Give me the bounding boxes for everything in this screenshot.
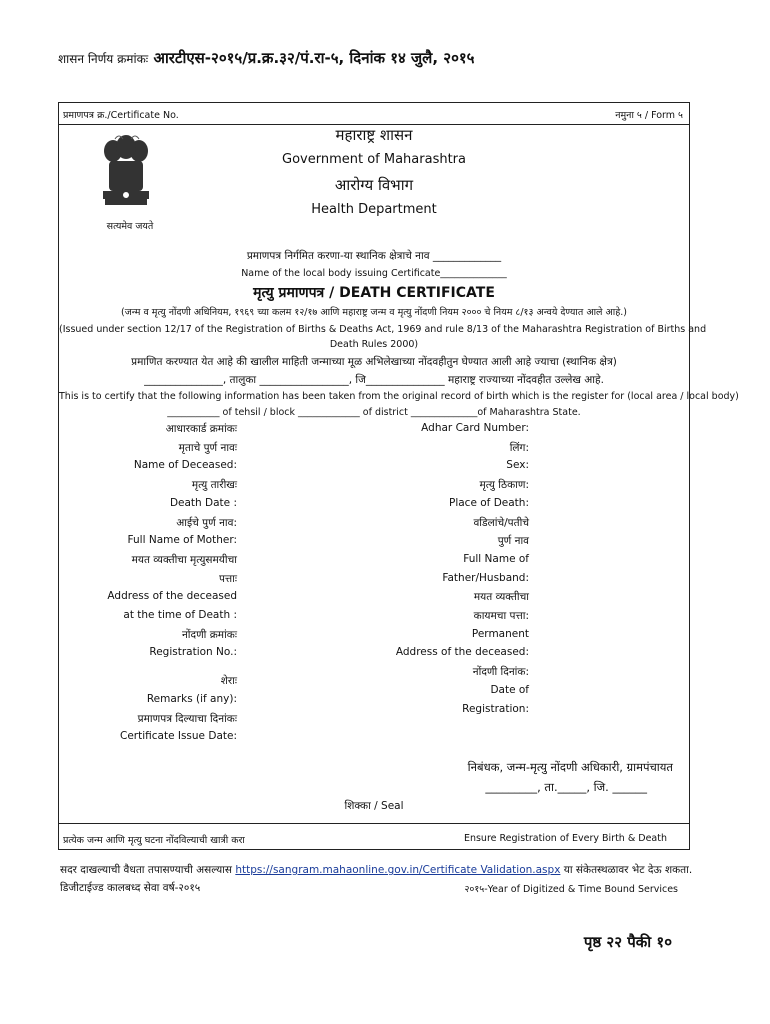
registrar-title: निबंधक, जन्म-मृत्यु नोंदणी अधिकारी, ग्रामपंचायत <box>467 760 673 774</box>
certificate-frame <box>58 102 739 850</box>
right-field-label: Adhar Card Number: <box>421 422 529 434</box>
bottom-divider <box>59 823 689 824</box>
right-field-label: वडिलांचे/पतीचे <box>473 516 529 529</box>
left-field-label: मृत्यु तारीखः <box>191 479 237 492</box>
left-field-label: आधारकार्ड क्रमांकः <box>165 423 237 435</box>
gr-title <box>58 48 474 68</box>
certificate-title: मृत्यु प्रमाणपत्र / DEATH CERTIFICATE <box>253 285 495 301</box>
issued-under-english-2: Death Rules 2000) <box>329 339 419 350</box>
footer-left: प्रत्येक जन्म आणि मृत्यु घटना नोंदविल्याची खात्री करा <box>63 835 245 846</box>
verify-post: या संकेतस्थळावर भेट देऊ शकता. <box>563 864 693 876</box>
digitized-english: २०१५-Year of Digitized & Time Bound Services <box>464 884 678 895</box>
gr-title-main: आरटीएस-२०१५/प्र.क्र.३२/पं.रा-५, दिनांक १४ जुलै, २०१५ <box>153 49 475 67</box>
verify-pre: सदर दाखल्याची वैधता तपासण्याची असल्यास <box>60 864 232 876</box>
right-field-label: Full Name of <box>463 552 529 565</box>
certificate-no-label: प्रमाणपत्र क्र./Certificate No. <box>63 110 179 121</box>
left-field-label: प्रमाणपत्र दिल्याचा दिनांकः <box>137 712 237 725</box>
registrar-blanks: _________, ता._____, जि. ______ <box>485 780 647 794</box>
certify-marathi-2: _______________, तालुका _________________, जि_______________ महाराष्ट्र राज्याच्या नोंदवहीत उल्लेख आहे. <box>144 374 604 386</box>
left-field-label: मयत व्यक्तीचा मृत्युसमयीचा <box>131 553 237 566</box>
left-field-label: at the time of Death : <box>123 609 237 621</box>
left-field-label: शेराः <box>220 675 237 688</box>
left-field-label: Registration No.: <box>149 646 237 659</box>
right-field-label: Sex: <box>506 459 529 472</box>
right-field-label: Place of Death: <box>448 496 529 509</box>
left-field-label: Address of the deceased <box>107 590 237 603</box>
right-field-label: कायमचा पत्ता: <box>473 610 529 622</box>
digitized-marathi: डिजीटाईज्ड कालबध्द सेवा वर्ष-२०१५ <box>60 882 201 894</box>
left-field-label: Remarks (if any): <box>146 692 237 705</box>
right-field-label: पुर्ण नाव <box>497 535 529 548</box>
right-field-label: नोंदणी दिनांक: <box>472 666 529 679</box>
left-field-label: Full Name of Mother: <box>127 534 237 547</box>
footer-right: Ensure Registration of Every Birth & Death <box>463 833 667 844</box>
verify-link[interactable]: https://sangram.mahaonline.gov.in/Certificate Validation.aspx <box>235 864 561 876</box>
issued-under-marathi: (जन्म व मृत्यु नोंदणी अधिनियम, १९६९ च्या कलम १२/१७ आणि महाराष्ट्र जन्म व मृत्यु नोंदणी नियम २००० चे नियम ८/१३ अन्वये देण्यात आले आहे.) <box>121 307 627 318</box>
certify-english-1: This is to certify that the following information has been taken from the original record of birth which is the register for (local area / local body) <box>59 391 739 402</box>
page-number: पृष्ठ २२ पैकी १० <box>583 933 672 951</box>
left-field-label: पत्ताः <box>218 572 237 585</box>
left-field-label: मृताचे पुर्ण नावः <box>178 441 237 454</box>
dept-marathi: आरोग्य विभाग <box>334 176 414 194</box>
form-no-label: नमुना ५ / Form ५ <box>615 110 683 121</box>
right-field-label: मृत्यु ठिकाण: <box>479 479 529 492</box>
right-field-label: Father/Husband: <box>442 571 529 584</box>
issuing-body-english: Name of the local body issuing Certificate______________ <box>241 268 507 279</box>
certify-english-2: ___________ of tehsil / block _____________ of district ______________of Maharashtra State. <box>167 407 581 418</box>
issuing-body-marathi: प्रमाणपत्र निर्गमित करणा-या स्थानिक क्षेत्राचे नाव _____________ <box>246 250 502 262</box>
right-field-label: लिंग: <box>509 441 529 454</box>
certify-marathi-1: प्रमाणित करण्यात येत आहे की खालील माहिती जन्माच्या मूळ अभिलेखाच्या नोंदवहीतुन घेण्यात आली आहे ज्याचा (स्थानिक क्षेत्र) <box>131 356 617 368</box>
right-field-label: मयत व्यक्तीचा <box>473 591 529 604</box>
emblem-motto: सत्यमेव जयते <box>106 221 154 232</box>
issued-under-english-1: (Issued under section 12/17 of the Registration of Births & Deaths Act, 1969 and rule 8/13 of the Maharashtra Registration of Births and <box>59 324 707 335</box>
gov-marathi: महाराष्ट्र शासन <box>335 126 413 144</box>
gov-english: Government of Maharashtra <box>282 152 466 167</box>
left-field-label: Name of Deceased: <box>133 459 237 472</box>
gr-title-prefix: शासन निर्णय क्रमांकः <box>58 52 149 66</box>
seal-label: शिक्का / Seal <box>344 800 404 812</box>
dept-english: Health Department <box>311 202 437 217</box>
right-field-label: Permanent <box>471 627 529 640</box>
right-field-label: Address of the deceased: <box>395 646 529 659</box>
left-field-label: Death Date : <box>169 496 237 509</box>
left-field-label: आईचे पुर्ण नाव: <box>176 516 237 529</box>
verify-line <box>60 863 692 877</box>
left-field-label: Certificate Issue Date: <box>119 730 237 743</box>
left-field-label: नोंदणी क्रमांकः <box>181 628 237 641</box>
right-field-label: Date of <box>490 683 529 696</box>
right-field-label: Registration: <box>462 702 529 715</box>
